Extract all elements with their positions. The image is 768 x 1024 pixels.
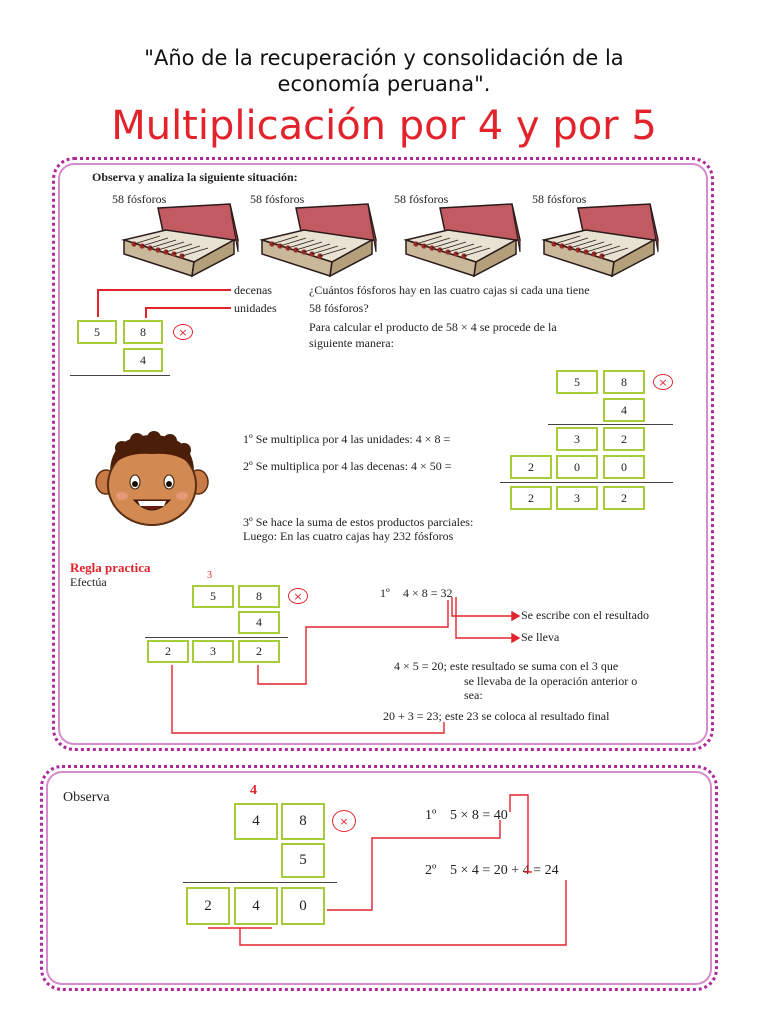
multiply-sign: ×	[288, 588, 308, 604]
matchbox-label: 58 fósforos	[394, 192, 449, 206]
page-title: Multiplicación por 4 y por 5	[111, 103, 657, 149]
rule-eq3: 20 + 3 = 23; este 23 se coloca al resultado final	[383, 709, 610, 723]
digit-box: 4	[234, 803, 278, 840]
digit-box: 5	[192, 585, 234, 608]
efectua-label: Efectúa	[70, 575, 107, 589]
digit-box: 8	[123, 320, 163, 344]
step1-text: 1º Se multiplica por 4 las unidades: 4 × 8 =	[243, 432, 451, 446]
digit-box: 2	[603, 486, 645, 510]
digit-box: 4	[123, 348, 163, 372]
digit-box: 5	[77, 320, 117, 344]
matchbox-label: 58 fósforos	[532, 192, 587, 206]
digit-box: 0	[603, 455, 645, 479]
question-line2: 58 fósforos?	[309, 301, 369, 315]
digit-box: 2	[147, 640, 189, 663]
step4-text: Luego: En las cuatro cajas hay 232 fósforos	[243, 529, 454, 543]
multiply-sign: ×	[173, 324, 193, 340]
decenas-label: decenas	[234, 283, 272, 297]
procedure-line1: Para calcular el producto de 58 × 4 se procede de la	[309, 320, 557, 334]
digit-box: 8	[281, 803, 325, 840]
digit-box: 2	[186, 887, 230, 925]
digit-box: 8	[238, 585, 280, 608]
carry-digit: 3	[207, 570, 212, 581]
step3-text: 3º Se hace la suma de estos productos parciales:	[243, 515, 474, 529]
procedure-line2: siguiente manera:	[309, 336, 394, 350]
matchbox-label: 58 fósforos	[112, 192, 167, 206]
digit-box: 2	[510, 455, 552, 479]
rule-eq2b: se llevaba de la operación anterior o	[464, 674, 638, 688]
example-eq2-label: 2º	[425, 863, 437, 878]
example-eq1-label: 1º	[425, 808, 437, 823]
rule-eq2c: sea:	[464, 688, 483, 702]
multiply-sign: ×	[332, 810, 356, 832]
rule-eq1: 4 × 8 = 32	[403, 586, 453, 600]
se-lleva-label: Se lleva	[521, 630, 560, 644]
digit-box: 3	[192, 640, 234, 663]
digit-box: 0	[556, 455, 598, 479]
digit-box: 4	[603, 398, 645, 422]
digit-box: 0	[281, 887, 325, 925]
carry-digit: 4	[250, 783, 257, 798]
digit-box: 4	[238, 611, 280, 634]
step2-text: 2º Se multiplica por 4 las decenas: 4 × 50 =	[243, 459, 452, 473]
digit-box: 2	[603, 427, 645, 451]
multiply-sign: ×	[653, 374, 673, 390]
rule-title: Regla practica	[70, 560, 151, 575]
digit-box: 4	[234, 887, 278, 925]
digit-box: 3	[556, 427, 598, 451]
intro-text: Observa y analiza la siguiente situación:	[92, 170, 298, 184]
digit-box: 8	[603, 370, 645, 394]
matchbox-label: 58 fósforos	[250, 192, 305, 206]
digit-box: 2	[238, 640, 280, 663]
digit-box: 5	[281, 843, 325, 878]
year-title-line2: economía peruana".	[277, 72, 491, 96]
example-eq2: 5 × 4 = 20 + 4 = 24	[450, 863, 559, 878]
observa-label: Observa	[63, 790, 110, 805]
rule-eq1-label: 1º	[380, 586, 390, 600]
year-title-line1: "Año de la recuperación y consolidación de la	[144, 46, 624, 70]
example-eq1: 5 × 8 = 40	[450, 808, 508, 823]
digit-box: 2	[510, 486, 552, 510]
question-line1: ¿Cuántos fósforos hay en las cuatro cajas si cada una tiene	[309, 283, 590, 297]
digit-box: 3	[556, 486, 598, 510]
unidades-label: unidades	[234, 301, 277, 315]
rule-eq2a: 4 × 5 = 20; este resultado se suma con el 3 que	[394, 659, 619, 673]
digit-box: 5	[556, 370, 598, 394]
se-escribe-label: Se escribe con el resultado	[521, 608, 649, 622]
